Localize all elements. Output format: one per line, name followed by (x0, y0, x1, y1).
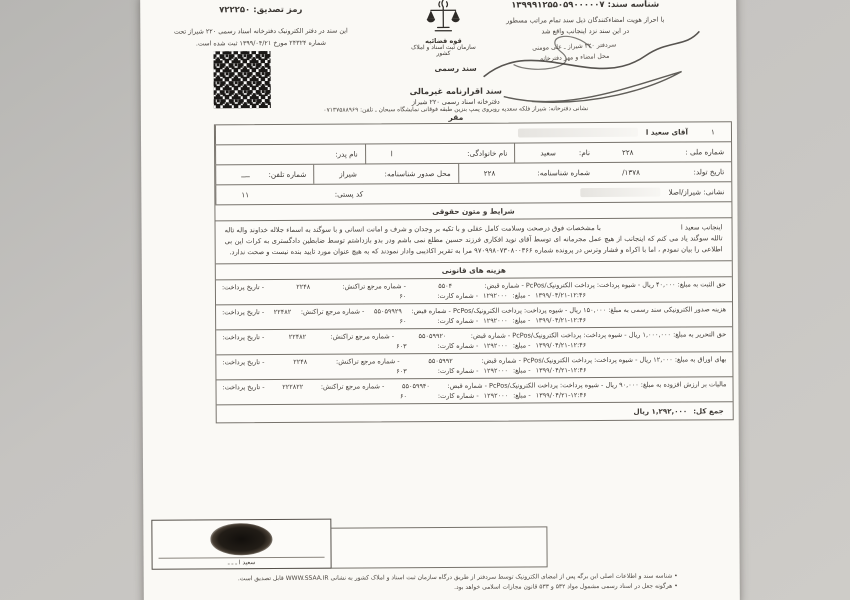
row-number: ۱ (711, 127, 715, 137)
bill-number: ۵۵۰۵۹۹۴۰ (401, 382, 430, 391)
address-cell (370, 182, 731, 203)
attestation-line-1: با احراز هویت امضاءکنندگان ذیل سند تمام مراتب مسطور (506, 15, 665, 25)
birth-date-cell (597, 162, 731, 182)
first-name-cell (514, 143, 597, 163)
table-row (215, 141, 731, 164)
fee-line-1 (222, 280, 726, 291)
doc-id-line (442, 0, 728, 11)
fee-row-paper (216, 351, 732, 379)
amount-label: - مبلغ: (512, 366, 531, 375)
registration-note: این سند در دفتر الکترونیک دفترخانه اسناد رسمی ۲۲۰ شیراز تحت شماره ۲۴۳۲۴ مورخ ۱۳۹۹/۰۴/۲۱ ثبت شده است. (173, 26, 348, 48)
terms-section-title: شرایط و متون حقوقی (215, 201, 731, 220)
field-label: نام پدر: (335, 149, 358, 159)
table-row (215, 161, 731, 184)
amount-label: - مبلغ: (512, 291, 531, 300)
field-value: ا (390, 149, 393, 159)
ref-number: ۲۲۴۸ (296, 282, 311, 291)
fee-label-group (484, 280, 726, 289)
fee-label: مالیات بر ارزش افزوده به مبلغ: (640, 380, 727, 389)
fingerprint-caption: سعید ا ـ ـ ـ (159, 557, 325, 567)
org-name-line-1: قوه قضائیه (425, 36, 462, 46)
fee-row-drafting (216, 326, 732, 354)
national-id-cell (597, 142, 731, 162)
field-label: شماره ملی : (685, 147, 725, 157)
fee-label-group (447, 380, 726, 390)
paid-amount: ۱۲۹۲۰۰۰ (483, 316, 508, 325)
card-number: ۶۰ (399, 292, 407, 301)
field-value: ۲۲۸ (621, 147, 634, 157)
field-value: سعید (540, 148, 556, 158)
table-row (215, 181, 731, 204)
fee-label-group (482, 355, 727, 364)
card-label: - شماره کارت: (437, 316, 479, 326)
fee-label: حق الثبت به مبلغ: (677, 280, 726, 289)
last-name-cell (365, 144, 515, 164)
fee-label: بهای اوراق به مبلغ: (674, 355, 727, 364)
footer-note-1: • شناسه سند و اطلاعات اصلی این برگه پس از امضای الکترونیک توسط سردفتر از طریق درگاه سازمان ثبت اسناد و املاک کشور به نشانی WWW.SSAA.IR قابل تصدیق است. (237, 572, 678, 583)
field-value: ۲۲۸ (483, 168, 496, 178)
doc-type-title: سند اقرارنامه غیرمالی (409, 85, 502, 97)
pay-date-label: - تاریخ پرداخت: (222, 333, 265, 342)
pay-date: ۱۳۹۹/۰۴/۲۱-۱۲:۴۶ (535, 341, 587, 350)
verify-code-line (158, 4, 363, 15)
org-name-line-2: سازمان ثبت اسناد و املاک کشور (411, 44, 476, 58)
card-label: - شماره کارت: (437, 366, 479, 376)
pay-method-label: - شیوه پرداخت: پرداخت الکترونیک/PcPos - شماره قبض: (484, 280, 641, 290)
signature-scribble-icon (473, 15, 709, 111)
pay-date: ۱۳۹۹/۰۴/۲۱-۱۲:۴۶ (535, 391, 587, 400)
verification-block (158, 4, 363, 49)
issue-place-cell (313, 164, 458, 184)
fees-section-title: هزینه های قانونی (216, 260, 732, 279)
verify-code-value: ۷۲۲۲۵۰ (219, 5, 251, 16)
ref-number: ۲۲۲۸۲۲ (282, 382, 304, 391)
affidavit-body: با مشخصات فوق درصحت وسلامت کامل عقلی و با تکیه بر وجدان و شرف و امانت انسانی و با سوگند به اسماء جلاله خداوند واله تاله تالله سوگند یاد می کنم که اینجانب از هیچ عمل مجرمانه ای توسط آقای نوید افکاری فرزند حسین مطلع نمی باشم ودر بدو بازداشتم توسط ضابطین دادگستری به کرات این بی اطلاعی را بیان نمودم ، اما با اکراه و فشار وترس در پرونده شماره ۹۷۰۹۹۸۰۷۳۰۸۰۰۳۶۶ مرا به تقریر اکاذیبی وادار نمودند که به هیچ عنوان مورد تایید بنده نیست و صحت ندارد. (224, 224, 723, 257)
pay-date: ۱۳۹۹/۰۴/۲۱-۱۲:۴۶ (535, 316, 587, 325)
stamp-seal-place: محل امضاء و مهر دفترخانه (539, 52, 610, 63)
fees-total-row (217, 401, 733, 422)
field-label: تاریخ تولد: (693, 167, 725, 177)
verify-code-label: رمز تصدیق: (253, 4, 303, 16)
total-value: ۱,۲۹۲,۰۰۰ ریال (633, 406, 688, 416)
fee-amount: ۱۵۰,۰۰۰ ریال (569, 305, 607, 315)
bill-number: ۵۵۰۵۹۹۲۰ (418, 331, 447, 341)
attestation-line-2: در این سند نزد اینجانب واقع شد (541, 27, 630, 36)
ref-label: - شماره مرجع تراکنش: (342, 282, 407, 291)
ref-label: - شماره مرجع تراکنش: (300, 307, 365, 316)
pay-method-label: - شیوه پرداخت: پرداخت الکترونیک/PcPos - شماره قبض: (470, 330, 627, 340)
card-label: - شماره کارت: (437, 391, 479, 401)
fee-amount: ۹۰,۰۰۰ ریال (605, 380, 639, 389)
fee-row-electronic-issue (216, 301, 732, 329)
fee-line-2 (222, 315, 726, 326)
affidavit-intro: اینجانب سعید ا (680, 223, 723, 232)
fee-row-vat (216, 376, 732, 404)
fingerprint-icon (210, 523, 272, 555)
fee-line-1 (222, 305, 726, 316)
doc-id-value: ۱۳۹۹۹۱۲۵۵۰۵۹۰۰۰۰۰۷ (511, 0, 605, 11)
fee-label-group (411, 305, 726, 315)
notary-office-address: نشانی دفترخانه: شیراز فلکه سعدیه روبروی پمپ بنزین طبقه فوقانی نمایشگاه سبحان ـ تلفن: ۰۷۱۳۷۵۸۸۹۶۹ (323, 106, 589, 114)
footer-notes (184, 572, 678, 594)
card-number: ۶۰ (399, 317, 407, 326)
field-label: شماره تلفن: (268, 169, 307, 180)
fee-line-2 (222, 340, 726, 351)
judiciary-logo (408, 0, 478, 57)
field-value: شیراز/اصلا (668, 187, 702, 197)
ref-label: - شماره مرجع تراکنش: (335, 357, 400, 366)
pay-method-label: - شیوه پرداخت: پرداخت الکترونیک/PcPos - شماره قبض: (447, 381, 604, 390)
doc-kind-title: سند رسمی (434, 63, 477, 74)
field-value: شیراز (339, 169, 357, 179)
card-label: - شماره کارت: (437, 341, 479, 351)
fee-line-1 (222, 355, 726, 366)
field-label: نشانی: (703, 187, 725, 197)
fee-amount: ۴۰,۰۰۰ ریال (642, 280, 676, 289)
fee-line-2 (222, 365, 726, 376)
card-number: ۶۰ (399, 392, 407, 401)
affidavit-text (216, 217, 732, 263)
pay-method-label: - شیوه پرداخت: پرداخت الکترونیک/PcPos - شماره قبض: (411, 306, 568, 316)
fee-line-1 (222, 330, 726, 341)
bill-number: ۵۵۰۵۹۹۲۹ (373, 307, 402, 316)
field-label: نام: (578, 148, 590, 158)
party-table (214, 121, 734, 423)
fee-row-registration (216, 276, 732, 304)
total-label: جمع کل: (693, 406, 724, 416)
redaction (581, 188, 661, 197)
ref-label: - شماره مرجع تراکنش: (320, 382, 385, 391)
pay-date: ۱۳۹۹/۰۴/۲۱-۱۲:۴۶ (535, 366, 587, 375)
card-number: ۶۰۳ (396, 342, 407, 351)
paid-amount: ۱۲۹۲۰۰۰ (483, 291, 508, 300)
scales-of-justice-icon (424, 0, 462, 36)
id-number-cell (458, 163, 597, 183)
field-value: ۱۳۷۸/ (622, 167, 640, 177)
field-value: ۱۱ (241, 190, 250, 200)
ref-number: ۲۲۴۸ (293, 357, 308, 366)
doc-id-label: شناسه سند: (607, 0, 660, 10)
pay-date-label: - تاریخ پرداخت: (222, 308, 265, 317)
field-label: شماره شناسنامه: (537, 168, 591, 178)
declarant-name-cell (215, 122, 695, 144)
table-row (215, 122, 731, 144)
stamp-notary-name: سردفتر ۲۲۰ شیراز ـ علی مومنی (532, 41, 617, 52)
card-number: ۶۰۳ (396, 367, 407, 376)
bill-number: ۵۵۰۴ (438, 281, 453, 291)
fee-line-1 (222, 380, 726, 391)
amount-label: - مبلغ: (513, 391, 531, 400)
father-name-cell (215, 144, 365, 164)
redaction (518, 128, 638, 138)
ref-number: ۲۲۴۸۲ (273, 307, 292, 317)
fee-label: هزینه صدور الکترونیکی سند رسمی به مبلغ: (608, 305, 727, 314)
ref-number: ۲۲۴۸۲ (288, 332, 307, 341)
footer-note-2: • هرگونه جعل در اسناد رسمی مشمول مواد ۵۳۲ و ۵۳۳ قانون مجازات اسلامی خواهد بود. (454, 582, 678, 591)
field-label: کد پستی: (334, 189, 364, 199)
amount-label: - مبلغ: (512, 316, 531, 325)
pay-date-label: - تاریخ پرداخت: (222, 383, 265, 392)
document-paper (140, 0, 740, 600)
pay-method-label: - شیوه پرداخت: پرداخت الکترونیک/PcPos - شماره قبض: (481, 355, 638, 365)
postal-code-cell (215, 184, 370, 204)
paid-amount: ۱۲۹۲۰۰۰ (483, 391, 509, 400)
amount-label: - مبلغ: (512, 341, 531, 350)
field-value: ــــ (241, 170, 250, 180)
paid-amount: ۱۲۹۲۰۰۰ (483, 366, 508, 375)
fingerprint-box (151, 519, 331, 570)
fee-label-group (471, 330, 726, 340)
card-label: - شماره کارت: (437, 291, 479, 301)
declarant-name: آقای سعید ا (645, 127, 688, 137)
phone-cell (215, 165, 313, 185)
fee-line-2 (222, 290, 726, 301)
fee-label: حق التحریر به مبلغ: (673, 330, 727, 339)
pay-date: ۱۳۹۹/۰۴/۲۱-۱۲:۴۶ (535, 291, 586, 300)
ref-label: - شماره مرجع تراکنش: (330, 332, 395, 341)
field-label: محل صدور شناسنامه: (384, 168, 451, 179)
paid-amount: ۱۲۹۲۰۰۰ (483, 341, 508, 350)
fee-amount: ۱,۰۰۰,۰۰۰ ریال (628, 330, 672, 339)
fee-line-2 (223, 390, 727, 401)
bill-number: ۵۵۰۵۹۹۲ (428, 356, 453, 366)
pay-date-label: - تاریخ پرداخت: (221, 283, 265, 292)
notary-office-name: دفترخانه اسناد رسمی ۲۲۰ شیراز (411, 97, 500, 107)
declarant-section-label: مقر (448, 112, 464, 122)
field-label: نام خانوادگی: (467, 148, 508, 158)
fee-amount: ۱۲,۰۰۰ ریال (639, 355, 673, 364)
pay-date-label: - تاریخ پرداخت: (222, 358, 265, 367)
